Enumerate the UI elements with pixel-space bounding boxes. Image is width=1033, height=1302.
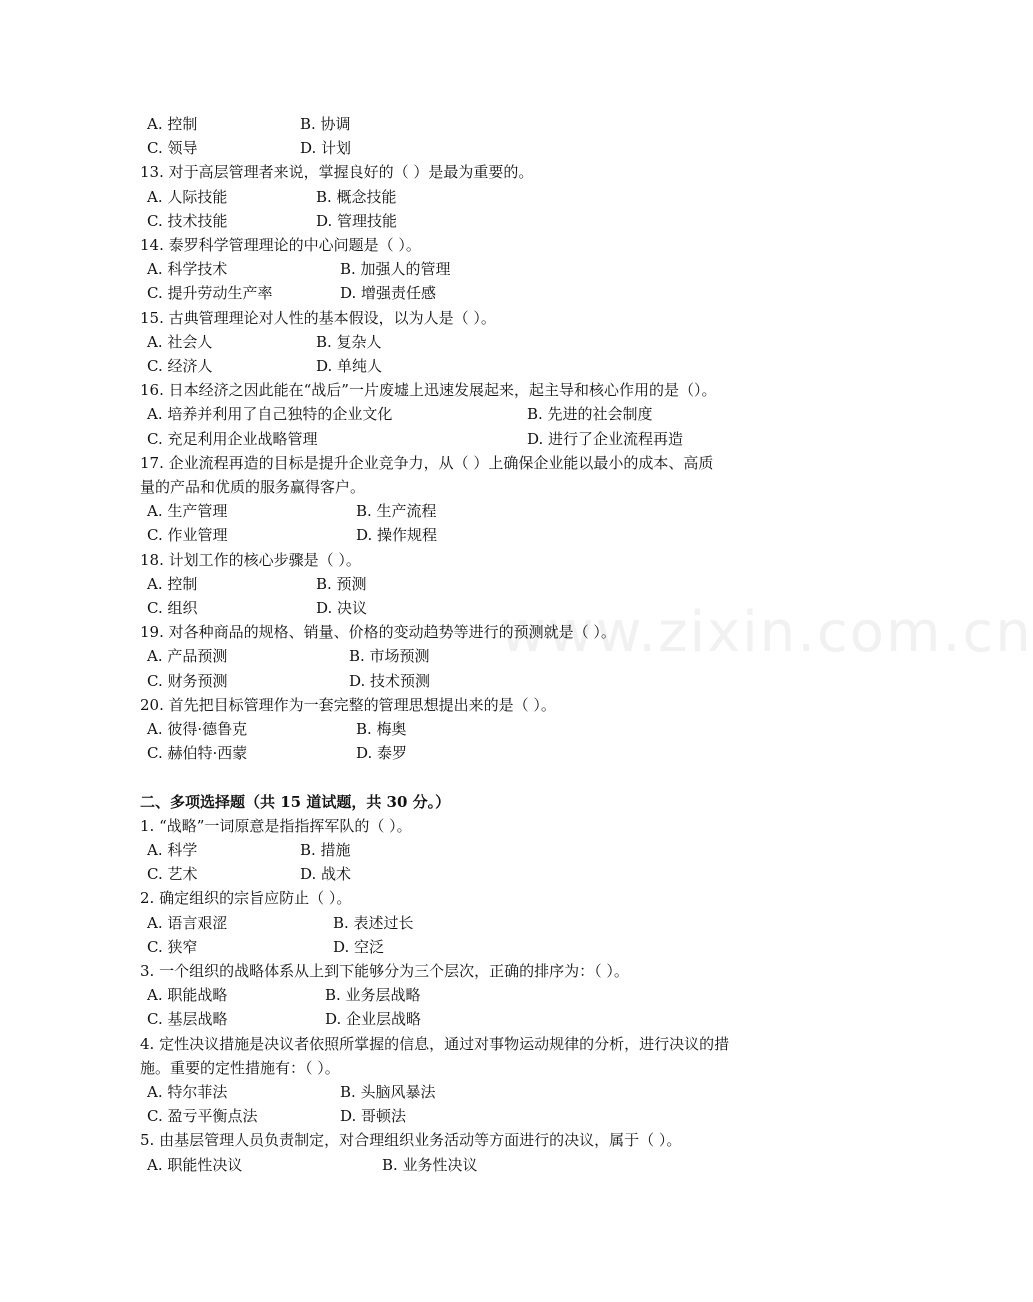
option-left: A. 科学技术 <box>147 260 228 278</box>
option-right: B. 措施 <box>300 841 351 859</box>
option-left: C. 艺术 <box>147 865 198 883</box>
option-right: D. 哥顿法 <box>340 1107 407 1125</box>
option-left: C. 组织 <box>147 599 198 617</box>
option-right: D. 计划 <box>300 139 352 157</box>
option-left: C. 充足利用企业战略管理 <box>147 430 318 448</box>
option-left: C. 经济人 <box>147 357 213 375</box>
option-left: C. 技术技能 <box>147 212 228 230</box>
watermark: www.zixin.com.cn <box>500 600 1033 665</box>
option-left: A. 培养并利用了自己独特的企业文化 <box>147 405 393 423</box>
option-right: B. 业务性决议 <box>382 1156 478 1174</box>
question-text: 17. 企业流程再造的目标是提升企业竞争力，从（ ）上确保企业能以最小的成本、高质 <box>140 454 714 472</box>
option-left: C. 提升劳动生产率 <box>147 284 273 302</box>
option-right: B. 复杂人 <box>316 333 382 351</box>
question-text: 20. 首先把目标管理作为一套完整的管理思想提出来的是（ ）。 <box>140 696 556 714</box>
question-text: 16. 日本经济之因此能在“战后”一片废墟上迅速发展起来，起主导和核心作用的是（）。 <box>140 381 717 399</box>
option-left: A. 生产管理 <box>147 502 228 520</box>
option-left: A. 科学 <box>147 841 198 859</box>
question-text: 5. 由基层管理人员负责制定，对合理组织业务活动等方面进行的决议，属于（ ）。 <box>140 1131 682 1149</box>
option-right: B. 业务层战略 <box>325 986 421 1004</box>
option-left: A. 社会人 <box>147 333 213 351</box>
option-right: B. 加强人的管理 <box>340 260 451 278</box>
option-right: B. 协调 <box>300 115 351 133</box>
option-right: D. 操作规程 <box>356 526 438 544</box>
option-right: D. 增强责任感 <box>340 284 437 302</box>
question-text: 1. “战略”一词原意是指指挥军队的（ ）。 <box>140 817 412 835</box>
question-text: 13. 对于高层管理者来说，掌握良好的（ ）是最为重要的。 <box>140 163 534 181</box>
option-right: D. 空泛 <box>333 938 385 956</box>
option-left: A. 职能战略 <box>147 986 228 1004</box>
option-right: B. 先进的社会制度 <box>527 405 653 423</box>
option-right: B. 市场预测 <box>349 647 430 665</box>
question-text: 量的产品和优质的服务赢得客户。 <box>140 478 366 496</box>
option-right: B. 头脑风暴法 <box>340 1083 436 1101</box>
option-right: D. 管理技能 <box>316 212 398 230</box>
option-left: C. 基层战略 <box>147 1010 228 1028</box>
question-text: 施。重要的定性措施有：（ ）。 <box>140 1059 340 1077</box>
option-right: D. 技术预测 <box>349 672 431 690</box>
option-left: A. 特尔菲法 <box>147 1083 228 1101</box>
question-text: 3. 一个组织的战略体系从上到下能够分为三个层次，正确的排序为：（ ）。 <box>140 962 629 980</box>
option-left: C. 盈亏平衡点法 <box>147 1107 258 1125</box>
option-right: D. 单纯人 <box>316 357 383 375</box>
question-text: 19. 对各种商品的规格、销量、价格的变动趋势等进行的预测就是（ ）。 <box>140 623 616 641</box>
option-right: D. 进行了企业流程再造 <box>527 430 684 448</box>
option-left: A. 职能性决议 <box>147 1156 243 1174</box>
option-left: C. 财务预测 <box>147 672 228 690</box>
option-left: A. 语言艰涩 <box>147 914 228 932</box>
question-text: 2. 确定组织的宗旨应防止（ ）。 <box>140 889 352 907</box>
question-text: 14. 泰罗科学管理理论的中心问题是（ ）。 <box>140 236 421 254</box>
option-right: D. 决议 <box>316 599 368 617</box>
option-left: C. 领导 <box>147 139 198 157</box>
option-left: C. 狭窄 <box>147 938 198 956</box>
question-text: 4. 定性决议措施是决议者依照所掌握的信息，通过对事物运动规律的分析，进行决议的措 <box>140 1035 730 1053</box>
option-right: B. 梅奥 <box>356 720 407 738</box>
option-left: A. 彼得·德鲁克 <box>147 720 248 738</box>
option-right: B. 概念技能 <box>316 188 397 206</box>
option-left: A. 人际技能 <box>147 188 228 206</box>
option-right: D. 泰罗 <box>356 744 408 762</box>
option-right: B. 预测 <box>316 575 367 593</box>
option-right: B. 表述过长 <box>333 914 414 932</box>
option-right: D. 企业层战略 <box>325 1010 422 1028</box>
option-left: A. 控制 <box>147 575 198 593</box>
option-left: A. 产品预测 <box>147 647 228 665</box>
section-heading: 二、多项选择题（共 15 道试题，共 30 分。） <box>140 793 451 811</box>
question-text: 15. 古典管理理论对人性的基本假设，以为人是（ ）。 <box>140 309 496 327</box>
option-right: D. 战术 <box>300 865 352 883</box>
question-text: 18. 计划工作的核心步骤是（ ）。 <box>140 551 361 569</box>
option-left: C. 作业管理 <box>147 526 228 544</box>
option-left: A. 控制 <box>147 115 198 133</box>
option-right: B. 生产流程 <box>356 502 437 520</box>
option-left: C. 赫伯特·西蒙 <box>147 744 248 762</box>
